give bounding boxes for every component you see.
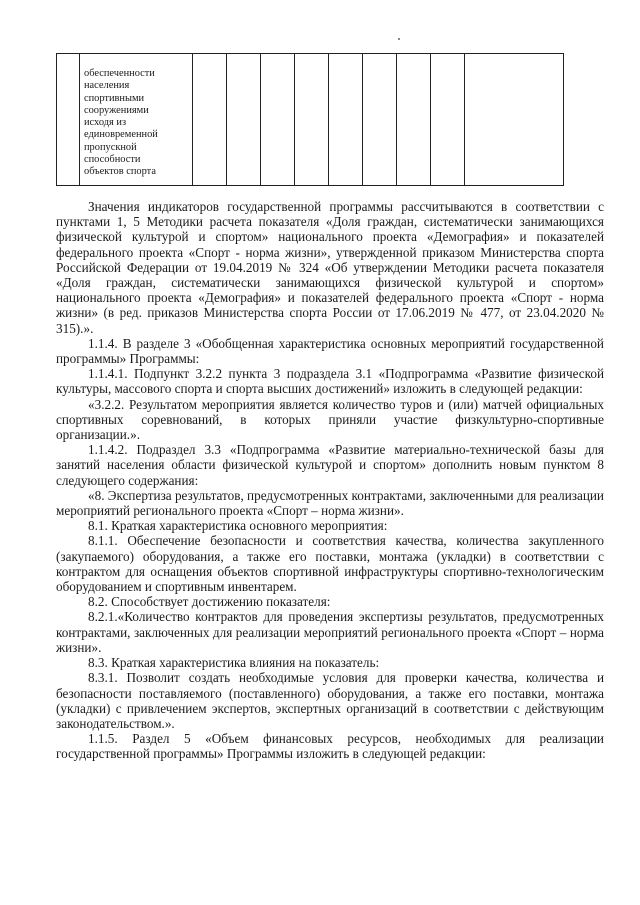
table-cell <box>363 54 397 186</box>
indicator-table-fragment <box>56 53 564 186</box>
table-cell <box>57 54 80 186</box>
paragraph: 8.1.1. Обеспечение безопасности и соответствия качества, количества закупленного (закупаемого) оборудования, а также его поставки, монтажа (укладки) в соответствии с контрактом для оснащения объектов спортивной инфраструктуры спортивно-технологическим оборудованием и спортивным инвентарем. <box>56 533 604 595</box>
table-cell <box>465 54 564 186</box>
table-cell <box>193 54 227 186</box>
paragraph: 1.1.4.2. Подраздел 3.3 «Подпрограмма «Развитие материально-технической базы для занятий населения области физической культурой и спортом» дополнить новым пунктом 8 следующего содержания: <box>56 442 604 488</box>
table-cell <box>261 54 295 186</box>
paragraph: 1.1.4.1. Подпункт 3.2.2 пункта 3 подраздела 3.1 «Подпрограмма «Развитие физической культуры, массового спорта и спорта высших достижений» изложить в следующей редакции: <box>56 366 604 397</box>
document-body <box>56 199 604 762</box>
paragraph: «8. Экспертиза результатов, предусмотренных контрактами, заключенными для реализации мероприятий регионального проекта «Спорт – норма жизни». <box>56 487 604 519</box>
paragraph: 8.1. Краткая характеристика основного мероприятия: <box>88 518 388 534</box>
paragraph: 8.2.1.«Количество контрактов для проведения экспертизы результатов, предусмотренных контрактами, заключенных для реализации мероприятий регионального проекта «Спорт – норма жизни». <box>56 609 604 655</box>
scan-speck <box>398 38 400 40</box>
paragraph: 1.1.5. Раздел 5 «Объем финансовых ресурсов, необходимых для реализации государственной программы» Программы изложить в следующей редакции: <box>56 731 604 762</box>
table-cell <box>227 54 261 186</box>
table-cell <box>431 54 465 186</box>
indicator-name-cell: обеспеченности населения спортивными сооружениями исходя из единовременной пропускной способности объектов спорта <box>84 68 158 178</box>
table-cell <box>80 54 193 186</box>
paragraph: «3.2.2. Результатом мероприятия является количество туров и (или) матчей официальных спортивных соревнований, в которых приняли участие физкультурно-спортивные организации.». <box>56 396 604 443</box>
paragraph: 8.3.1. Позволит создать необходимые условия для проверки качества, количества и безопасности поставляемого (поставленного) оборудования, а также его поставки, монтажа (укладки) с привлечением экспертов, экспертных организаций в соответствии с действующим законодательством.». <box>56 670 604 731</box>
table-row <box>57 54 564 186</box>
paragraph: Значения индикаторов государственной программы рассчитываются в соответствии с пунктами 1, 5 Методики расчета показателя «Доля граждан, систематически занимающихся физической культурой и спортом» национального проекта «Демография» и показателей федерального проекта «Спорт - норма жизни», утвержденной приказом Министерства спорта Российской Федерации от 19.04.2019 № 324 «Об утверждении Методики расчета показателя «Доля граждан, систематически занимающихся физической культурой и спортом» национального проекта «Демография» и показателей федерального проекта «Спорт - норма жизни» (в ред. приказов Министерства спорта России от 17.06.2019 № 477, от 23.04.2020 № 315).». <box>56 199 604 336</box>
table-cell <box>295 54 329 186</box>
table-cell <box>329 54 363 186</box>
paragraph: 8.3. Краткая характеристика влияния на показатель: <box>88 655 380 671</box>
paragraph: 8.2. Способствует достижению показателя: <box>88 594 331 610</box>
paragraph: 1.1.4. В разделе 3 «Обобщенная характеристика основных мероприятий государственной программы» Программы: <box>56 335 604 367</box>
table-cell <box>397 54 431 186</box>
